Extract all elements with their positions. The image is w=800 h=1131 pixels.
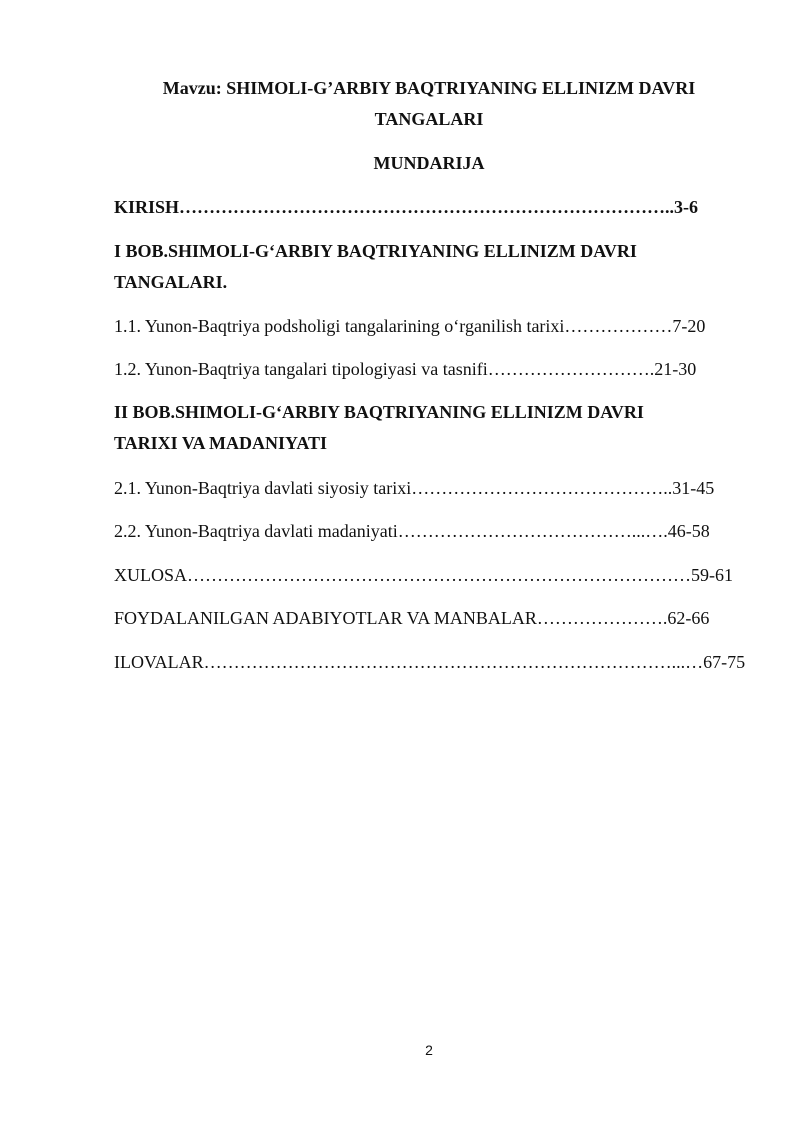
toc-entry-references: FOYDALANILGAN ADABIYOTLAR VA MANBALAR………………….62-66	[114, 608, 710, 628]
toc-entry-introduction: KIRISH………………………………………………………………………..3-6	[114, 197, 699, 217]
page-number: 2	[425, 1042, 433, 1058]
toc-entry-2-1: 2.1. Yunon-Baqtriya davlati siyosiy tarixi……………………………………..31-45	[114, 478, 715, 498]
toc-chapter-1-line-1: I BOB.SHIMOLI-G‘ARBIY BAQTRIYANING ELLINIZM DAVRI	[114, 241, 637, 261]
toc-entry-1-2: 1.2. Yunon-Baqtriya tangalari tipologiyasi va tasnifi……………………….21-30	[114, 359, 697, 379]
toc-entry-1-1: 1.1. Yunon-Baqtriya podsholigi tangalarining o‘rganilish tarixi………………7-20	[114, 316, 706, 336]
toc-chapter-1-line-2: TANGALARI.	[114, 272, 228, 292]
toc-entry-2-2: 2.2. Yunon-Baqtriya davlati madaniyati…………………………………...….46-58	[114, 521, 710, 541]
toc-chapter-2-line-2: TARIXI VA MADANIYATI	[114, 433, 328, 453]
toc-entry-appendices: ILOVALAR……………………………………………………………………...…67-75	[114, 652, 746, 672]
contents-heading: MUNDARIJA	[373, 153, 485, 173]
toc-entry-conclusion: XULOSA…………………………………………………………………………59-61	[114, 565, 733, 585]
topic-title-line-2: TANGALARI	[374, 109, 484, 129]
toc-chapter-2-line-1: II BOB.SHIMOLI-G‘ARBIY BAQTRIYANING ELLINIZM DAVRI	[114, 402, 644, 422]
topic-title-line-1: Mavzu: SHIMOLI-G’ARBIY BAQTRIYANING ELLINIZM DAVRI	[162, 78, 696, 98]
